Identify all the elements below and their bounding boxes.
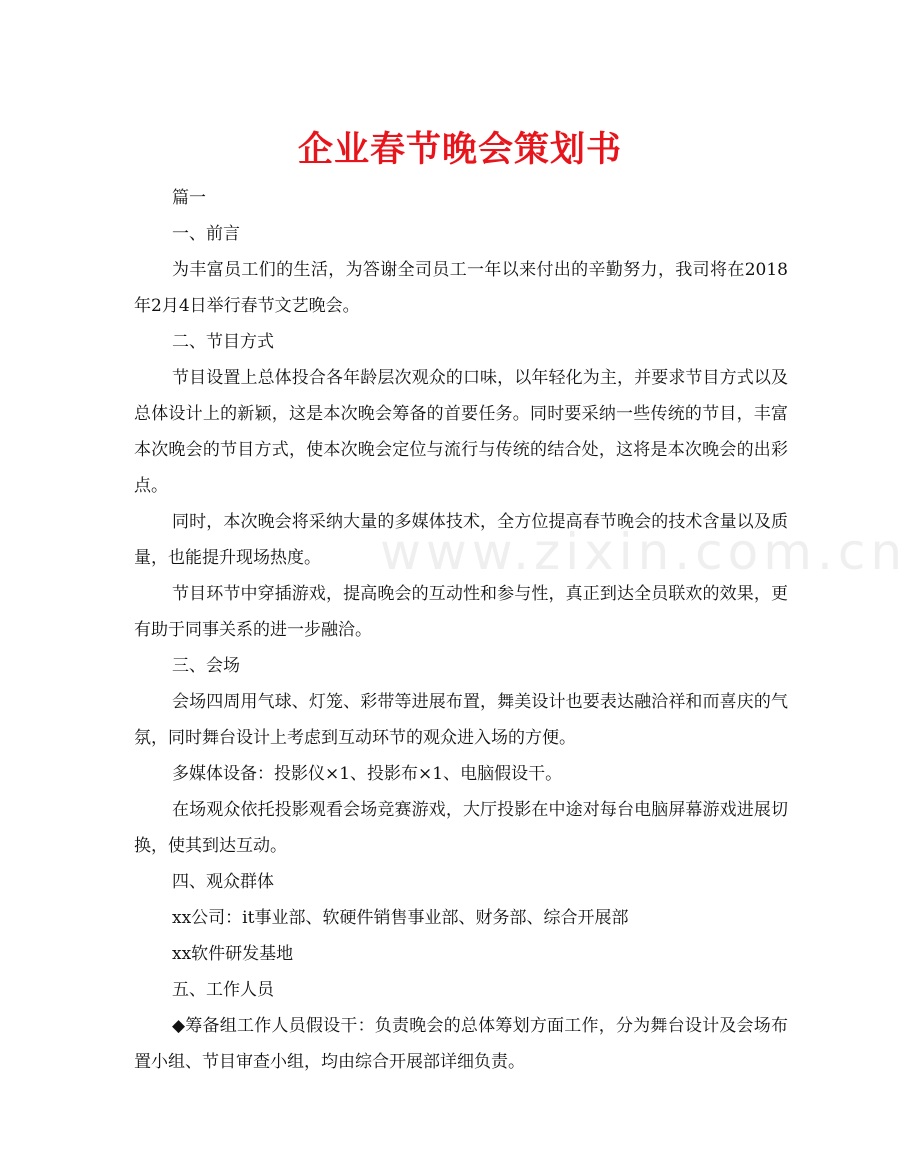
document-title: 企业春节晚会策划书	[297, 130, 622, 170]
paragraph-multimedia: 同时，本次晚会将采纳大量的多媒体技术，全方位提高春节晚会的技术含量以及质量，也能提升现场热度。	[134, 512, 788, 568]
watermark-text: www.zixin.com.cn	[380, 523, 908, 581]
heading-preface: 一、前言	[172, 224, 240, 244]
paragraph-staff: ◆筹备组工作人员假设干：负责晚会的总体筹划方面工作，分为舞台设计及会场布置小组、节目审查小组，均由综合开展部详细负责。	[134, 1016, 788, 1072]
paragraph-program-format: 节目设置上总体投合各年龄层次观众的口味，以年轻化为主，并要求节目方式以及总体设计上的新颖，这是本次晚会筹备的首要任务。同时要采纳一些传统的节目，丰富本次晚会的节目方式，使本次晚会定位与流行与传统的结合处，这将是本次晚会的出彩点。	[134, 368, 788, 496]
heading-staff: 五、工作人员	[172, 980, 274, 1000]
heading-venue: 三、会场	[172, 656, 240, 676]
heading-audience: 四、观众群体	[172, 872, 274, 892]
paragraph-games: 节目环节中穿插游戏，提高晚会的互动性和参与性，真正到达全员联欢的效果，更有助于同事关系的进一步融洽。	[134, 584, 788, 640]
section-label-part-one: 篇一	[172, 188, 206, 208]
paragraph-audience-base: xx软件研发基地	[172, 944, 294, 964]
paragraph-equipment: 多媒体设备：投影仪×1、投影布×1、电脑假设干。	[172, 764, 563, 784]
paragraph-projection: 在场观众依托投影观看会场竞赛游戏，大厅投影在中途对每台电脑屏幕游戏进展切换，使其到达互动。	[134, 800, 788, 856]
paragraph-venue-decoration: 会场四周用气球、灯笼、彩带等进展布置，舞美设计也要表达融洽祥和而喜庆的气氛，同时舞台设计上考虑到互动环节的观众进入场的方便。	[134, 692, 788, 748]
paragraph-preface: 为丰富员工们的生活，为答谢全司员工一年以来付出的辛勤努力，我司将在2018年2月4日举行春节文艺晚会。	[134, 260, 788, 316]
paragraph-audience-company: xx公司：it事业部、软硬件销售事业部、财务部、综合开展部	[172, 908, 629, 928]
document-body	[134, 180, 788, 1080]
heading-program-format: 二、节目方式	[172, 332, 274, 352]
